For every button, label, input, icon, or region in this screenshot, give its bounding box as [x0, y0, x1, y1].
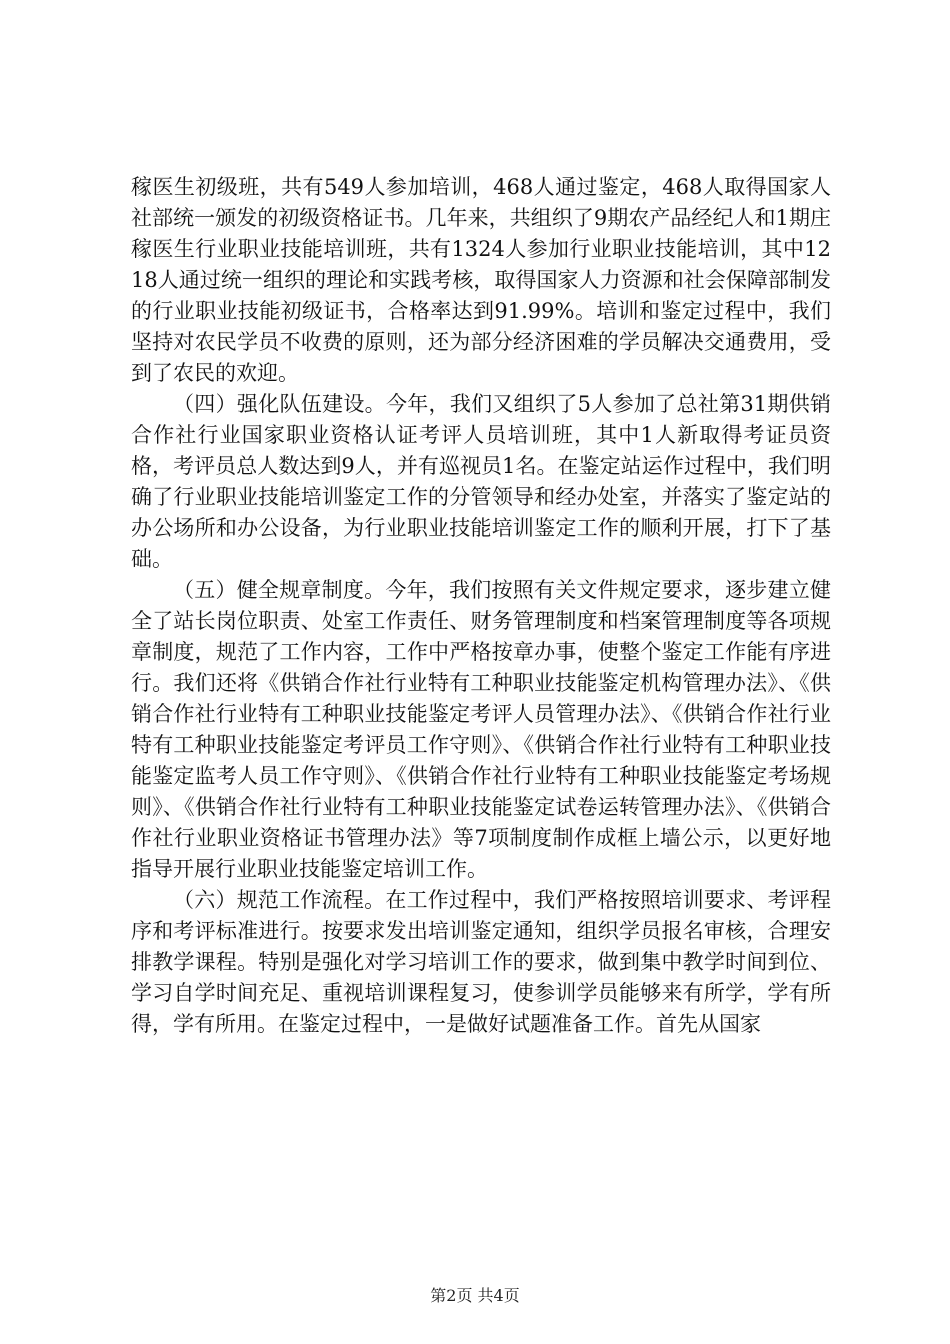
paragraph-continuation: 稼医生初级班，共有549人参加培训，468人通过鉴定，468人取得国家人社部统一颁发的初级资格证书。几年来，共组织了9期农产品经纪人和1期庄稼医生行业职业技能培训班，共有1324人参加行业职业技能培训，其中1218人通过统一组织的理论和实践考核，取得国家人力资源和社会保障部制发的行业职业技能初级证书，合格率达到91.99%。培训和鉴定过程中，我们坚持对农民学员不收费的原则，还为部分经济困难的学员解决交通费用，受到了农民的欢迎。: [131, 175, 831, 385]
document-body: [131, 172, 831, 1040]
paragraph-work-process: （六）规范工作流程。在工作过程中，我们严格按照培训要求、考评程序和考评标准进行。按要求发出培训鉴定通知，组织学员报名审核，合理安排教学课程。特别是强化对学习培训工作的要求，做到集中教学时间到位、学习自学时间充足、重视培训课程复习，使参训学员能够来有所学，学有所得，学有所用。在鉴定过程中，一是做好试题准备工作。首先从国家: [131, 888, 831, 1036]
paragraph-team-building: （四）强化队伍建设。今年，我们又组织了5人参加了总社第31期供销合作社行业国家职业资格认证考评人员培训班，其中1人新取得考证员资格，考评员总人数达到9人，并有巡视员1名。在鉴定站运作过程中，我们明确了行业职业技能培训鉴定工作的分管领导和经办处室，并落实了鉴定站的办公场所和办公设备，为行业职业技能培训鉴定工作的顺利开展，打下了基础。: [131, 392, 831, 571]
page-number-footer: 第2页 共4页: [430, 1286, 520, 1305]
paragraph-rules-system: （五）健全规章制度。今年，我们按照有关文件规定要求，逐步建立健全了站长岗位职责、处室工作责任、财务管理制度和档案管理制度等各项规章制度，规范了工作内容，工作中严格按章办事，使整个鉴定工作能有序进行。我们还将《供销合作社行业特有工种职业技能鉴定机构管理办法》、《供销合作社行业特有工种职业技能鉴定考评人员管理办法》、《供销合作社行业特有工种职业技能鉴定考评员工作守则》、《供销合作社行业特有工种职业技能鉴定监考人员工作守则》、《供销合作社行业特有工种职业技能鉴定考场规则》、《供销合作社行业特有工种职业技能鉴定试卷运转管理办法》、《供销合作社行业职业资格证书管理办法》等7项制度制作成框上墙公示，以更好地指导开展行业职业技能鉴定培训工作。: [131, 578, 831, 881]
